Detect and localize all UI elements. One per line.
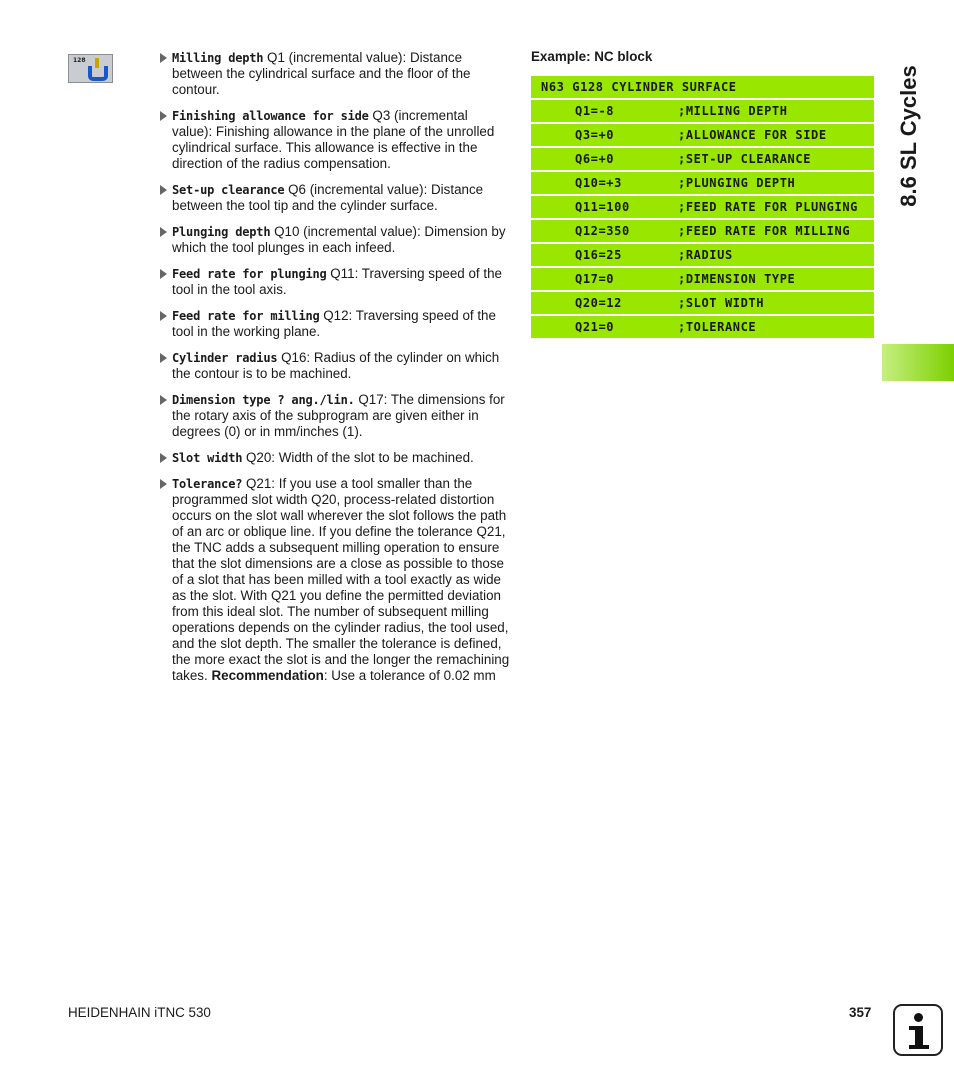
nc-line — [531, 196, 874, 218]
param-item — [158, 308, 510, 340]
param-description: Q16: Radius of the cylinder on which the contour is to be machined. — [172, 350, 500, 381]
param-item — [158, 266, 510, 298]
cylinder-slot-icon — [87, 58, 109, 82]
nc-line — [531, 124, 874, 146]
cycle-number: 128 — [73, 57, 86, 64]
bullet-arrow-icon — [160, 227, 167, 237]
nc-param: Q20=12 — [575, 296, 622, 310]
nc-comment: ;PLUNGING DEPTH — [678, 176, 796, 190]
param-name: Plunging depth — [172, 225, 271, 239]
nc-line — [531, 172, 874, 194]
nc-param: Q3=+0 — [575, 128, 615, 142]
nc-comment: ;TOLERANCE — [678, 320, 757, 334]
param-description: Q6 (incremental value): Distance between the tool tip and the cylinder surface. — [172, 182, 484, 213]
nc-line — [531, 220, 874, 242]
nc-comment: ;SLOT WIDTH — [678, 296, 765, 310]
nc-param: Q17=0 — [575, 272, 615, 286]
bullet-arrow-icon — [160, 53, 167, 63]
nc-line — [531, 244, 874, 266]
nc-comment: ;FEED RATE FOR PLUNGING — [678, 200, 858, 214]
param-description: Q21: If you use a tool smaller than the programmed slot width Q20, process-related distortion occurs on the slot wall wherever the slot follows the path of an arc or oblique line. If you define the tolerance Q21, the TNC adds a subsequent milling operation to ensure that the slot dimensions are a close as possible to those of a slot that has been milled with a tool exactly as wide as the slot. With Q21 you define the permitted deviation from this ideal slot. The number of subsequent milling operations depends on the cylinder radius, the tool used, and the slot depth. The smaller the tolerance is defined, the more exact the slot is and the longer the remachining takes. — [172, 476, 510, 683]
chapter-side-title — [874, 56, 944, 216]
bullet-arrow-icon — [160, 111, 167, 121]
param-name: Feed rate for milling — [172, 309, 320, 323]
param-description: Q11: Traversing speed of the tool in the tool axis. — [172, 266, 502, 297]
param-item — [158, 224, 510, 256]
nc-param: Q6=+0 — [575, 152, 615, 166]
param-item — [158, 50, 510, 98]
param-item — [158, 350, 510, 382]
param-description: Q3 (incremental value): Finishing allowance in the plane of the unrolled cylindrical surface. This allowance is effective in the direction of the radius compensation. — [172, 108, 495, 171]
bullet-arrow-icon — [160, 395, 167, 405]
nc-param: Q12=350 — [575, 224, 630, 238]
param-name: Slot width — [172, 451, 243, 465]
example-title: Example: NC block — [531, 49, 653, 64]
param-item — [158, 476, 510, 684]
param-description: Q10 (incremental value): Dimension by which the tool plunges in each infeed. — [172, 224, 506, 255]
nc-block — [531, 76, 874, 340]
cycle-128-icon — [68, 54, 113, 83]
nc-line — [531, 268, 874, 290]
param-name: Set-up clearance — [172, 183, 285, 197]
page-number: 357 — [849, 1005, 872, 1020]
nc-header: N63 G128 CYLINDER SURFACE — [541, 80, 737, 94]
param-name: Dimension type ? ang./lin. — [172, 393, 355, 407]
bullet-arrow-icon — [160, 453, 167, 463]
param-description: Q17: The dimensions for the rotary axis of the subprogram are given either in degrees (0) or in mm/inches (1). — [172, 392, 505, 439]
nc-param: Q10=+3 — [575, 176, 622, 190]
info-icon — [893, 1004, 943, 1056]
param-description: Q1 (incremental value): Distance between the cylindrical surface and the floor of the contour. — [172, 50, 471, 97]
nc-param: Q11=100 — [575, 200, 630, 214]
bullet-arrow-icon — [160, 479, 167, 489]
parameter-list — [158, 50, 510, 694]
nc-comment: ;FEED RATE FOR MILLING — [678, 224, 851, 238]
bullet-arrow-icon — [160, 353, 167, 363]
param-name: Milling depth — [172, 51, 264, 65]
nc-comment: ;RADIUS — [678, 248, 733, 262]
nc-comment: ;ALLOWANCE FOR SIDE — [678, 128, 827, 142]
bullet-arrow-icon — [160, 269, 167, 279]
param-name: Cylinder radius — [172, 351, 278, 365]
param-item — [158, 182, 510, 214]
param-name: Feed rate for plunging — [172, 267, 327, 281]
nc-header-line — [531, 76, 874, 98]
param-item — [158, 392, 510, 440]
nc-line — [531, 100, 874, 122]
param-item — [158, 450, 510, 466]
nc-line — [531, 292, 874, 314]
nc-param: Q21=0 — [575, 320, 615, 334]
footer-manual-name: HEIDENHAIN iTNC 530 — [68, 1005, 211, 1020]
nc-param: Q16=25 — [575, 248, 622, 262]
param-description: Q12: Traversing speed of the tool in the working plane. — [172, 308, 496, 339]
nc-comment: ;DIMENSION TYPE — [678, 272, 796, 286]
nc-line — [531, 316, 874, 338]
recommendation-label: Recommendation — [211, 668, 324, 683]
chapter-tab-marker — [882, 344, 954, 381]
recommendation-text: : Use a tolerance of 0.02 mm — [323, 668, 496, 683]
param-description: Q20: Width of the slot to be machined. — [242, 450, 474, 465]
param-name: Finishing allowance for side — [172, 109, 369, 123]
nc-line — [531, 148, 874, 170]
chapter-title-text: 8.6 SL Cycles — [896, 65, 921, 207]
param-item — [158, 108, 510, 172]
nc-param: Q1=-8 — [575, 104, 615, 118]
param-name: Tolerance? — [172, 477, 243, 491]
bullet-arrow-icon — [160, 185, 167, 195]
nc-comment: ;MILLING DEPTH — [678, 104, 788, 118]
nc-comment: ;SET-UP CLEARANCE — [678, 152, 812, 166]
bullet-arrow-icon — [160, 311, 167, 321]
